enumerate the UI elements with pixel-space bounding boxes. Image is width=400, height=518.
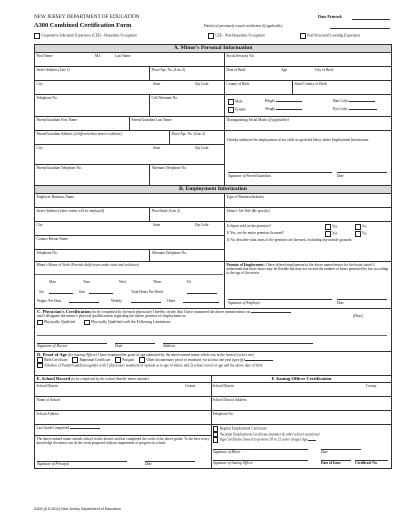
principal-date-label: Date	[145, 462, 152, 466]
proof-other-specify-field[interactable]	[245, 360, 273, 361]
licensed-question: If Yes, are the entire premises licensed?	[227, 231, 284, 235]
previous-certificates-field[interactable]	[330, 28, 390, 29]
pg-city-label: City	[36, 146, 43, 150]
employer-label: Employer Business Name	[36, 195, 74, 199]
checkbox[interactable]	[208, 33, 214, 39]
employer-date-label: Date	[337, 301, 344, 305]
mi-label: M.I.	[95, 54, 102, 58]
pg-tel-label: Parent/Guardian Telephone No.	[36, 166, 82, 170]
pg-first-name-field[interactable]	[35, 117, 130, 131]
dob-label: Date of Birth	[226, 68, 246, 72]
last-name-label: Last Name	[115, 54, 131, 58]
section-f-title: F. Issuing Officer Certification	[271, 376, 332, 381]
doctor-signature-label: Signature of Doctor	[37, 344, 68, 348]
line1-note: (Line 1)	[58, 68, 70, 72]
job-title-label: Minor's Job Title	[226, 209, 251, 213]
section-e-note: (to be completed by the school that the minor attends)	[71, 377, 149, 381]
section-e	[35, 376, 212, 468]
day-sat: Sat	[39, 290, 44, 294]
wage-hour-field[interactable]	[69, 299, 99, 303]
city-label: City	[36, 82, 43, 86]
marks-label: Distinguishing Facial Marks	[226, 118, 268, 122]
proof-affidavit[interactable]: Affidavit of Parent/Guardian together with 1 physician's statement of opinion as to age of minor, and 2) school record of age and the above date of birth	[37, 363, 389, 369]
wage-other-field[interactable]	[183, 299, 219, 303]
minor-city-state-zip[interactable]	[35, 81, 225, 95]
previous-certificates-label: Date(s) of previously issued certificates (if applicable)	[204, 24, 283, 28]
telephone-label: Telephone No.	[36, 96, 58, 100]
option-cee-non-hazardous[interactable]: CEE - Non-Hazardous Occupation	[208, 33, 265, 39]
section-c	[34, 308, 392, 352]
section-e-title: E. School Record	[36, 376, 71, 381]
section-c-text: I hereby certify that I have examined the above named minor on	[152, 310, 251, 314]
job-title-field[interactable]	[225, 208, 392, 222]
pg-last-name-field[interactable]	[130, 117, 225, 131]
school-district-field[interactable]	[35, 383, 211, 397]
doctor-address-label: Address	[163, 344, 176, 348]
total-hours-field[interactable]	[187, 290, 217, 294]
promise-title: Promise of Employment:	[226, 263, 265, 267]
licensed-areas-text: If No, describe what areas of the premises are licensed, excluding any outside grounds:	[227, 238, 353, 242]
day-tues: Tues	[83, 280, 90, 284]
zip-label: Zip Code	[195, 82, 209, 86]
liquor-no-option[interactable]: No	[355, 224, 367, 230]
employer-floor-field[interactable]	[150, 208, 225, 222]
proof-passport[interactable]: Passport	[115, 358, 134, 362]
be-specific-note: (Be specific)	[251, 209, 270, 213]
employer-line2-note: (Line 2)	[168, 209, 181, 213]
minor-date-label: Date	[321, 450, 328, 454]
eye-color-field[interactable]: Eye Color	[333, 107, 377, 111]
pg-city-state-zip[interactable]	[35, 145, 225, 165]
doctor-date-label: Date	[115, 344, 123, 348]
proof-other[interactable]: Other documentary proof or testimony for at least one year (specify)	[139, 358, 244, 362]
other-label: Other	[167, 299, 176, 303]
employer-street-label: Street Address	[36, 209, 58, 213]
employer-state-label: State	[153, 223, 161, 227]
physical-description	[225, 95, 392, 117]
liquor-yes-option[interactable]: Yes	[325, 224, 337, 230]
section-f	[211, 376, 392, 468]
pg-alt-telephone-field[interactable]	[150, 165, 225, 185]
wage-weekly-field[interactable]	[131, 299, 161, 303]
ssn-field[interactable]	[225, 53, 392, 67]
school-certification	[35, 436, 211, 468]
pg-floor-field[interactable]	[170, 131, 225, 145]
f-telephone-field[interactable]	[211, 411, 392, 425]
regular-certificate-option[interactable]: Regular Employment Certificate	[213, 426, 391, 432]
ssn-label: Social Security No.	[226, 54, 255, 58]
pg-signature-field[interactable]	[228, 167, 332, 173]
form-footer: A300 (8-5-2012) New Jersey Department of Education	[34, 507, 121, 511]
school-address-label: School Address	[36, 412, 59, 416]
school-name-label: Name of School	[36, 398, 60, 402]
employer-alt-telephone-field[interactable]	[150, 250, 225, 262]
agency-name: NEW JERSEY DEPARTMENT OF EDUCATION	[34, 14, 140, 20]
hours-note: (Provide daily hours under start and end times)	[70, 263, 140, 267]
school-name-field[interactable]	[35, 397, 211, 411]
height-field[interactable]: Height	[265, 99, 302, 103]
weekly-label: Weekly	[111, 299, 122, 303]
f-county-label: County	[366, 384, 377, 388]
pg-line2-note: (Line 2)	[193, 132, 206, 136]
employer-date-field[interactable]	[337, 296, 387, 300]
age-certificate-option[interactable]: Age Certificate (issued to persons 18 to 21 years of age) Age	[213, 437, 391, 443]
minor-floor-field[interactable]	[150, 67, 225, 81]
section-d-select: (select one)	[237, 353, 255, 357]
day-wed: Wed	[119, 280, 126, 284]
a300-form	[34, 14, 392, 469]
pg-signature-date-field[interactable]	[337, 167, 387, 173]
day-mon: Mon	[49, 280, 56, 284]
birth-info-field[interactable]	[225, 67, 392, 81]
contact-label: Contact Person Name	[36, 237, 68, 241]
pg-date-label: Date	[337, 174, 344, 178]
pg-zip-label: Zip Code	[195, 146, 209, 150]
female-option[interactable]: Female	[228, 107, 246, 113]
county-birth-field[interactable]	[225, 81, 293, 95]
employer-telephone-field[interactable]	[35, 250, 150, 262]
total-hours-label: Total Hours Per Week:	[131, 290, 164, 294]
f-district-field[interactable]	[211, 383, 392, 397]
employer-city-label: City	[36, 223, 43, 227]
exam-date-field[interactable]	[251, 312, 291, 313]
limitations-field[interactable]	[37, 329, 387, 336]
licensed-yes-option[interactable]: Yes	[325, 231, 337, 237]
employer-zip-label: Zip Code	[195, 223, 209, 227]
section-a-title: A. Minor's Personal Information	[34, 44, 392, 53]
issue-date-label: Date of Issue	[321, 461, 341, 465]
f-district-address-field[interactable]	[211, 397, 392, 411]
section-f-header	[211, 376, 392, 383]
weekday-hours-line[interactable]	[35, 274, 223, 275]
pg-street-note: (if different than minor's address)	[73, 132, 122, 136]
employer-signature-field[interactable]	[228, 296, 332, 300]
pg-floor-label: Floor/Apt. No.	[171, 132, 193, 136]
certificate-type	[211, 425, 392, 468]
county-birth-label: County of Birth	[226, 82, 250, 86]
employer-floor-label: Floor/Suite	[151, 209, 168, 213]
industry-label: Type of Business/Industry	[226, 195, 265, 199]
state-country-birth-label: State/Country of Birth	[294, 82, 327, 86]
day-sun: Sun	[79, 290, 85, 294]
proof-baptismal-certificate[interactable]: Baptismal Certificate	[72, 358, 110, 362]
promise-text: I have offered employment to the above named minor for the hours stated. I understand that these hours may be flexible but may not exceed the number of hours permitted by law according to the age of the minor.	[226, 263, 389, 276]
section-a-grid	[34, 53, 392, 185]
employer-alt-tel-label: Alternate Telephone No.	[151, 251, 187, 255]
employer-tel-label: Telephone No.	[36, 251, 58, 255]
section-b-grid	[34, 194, 392, 308]
employer-street-field[interactable]	[35, 208, 150, 222]
section-e-header	[35, 376, 211, 383]
certificate-number-label: Certificate No.	[355, 461, 378, 465]
weight-field[interactable]: Weight	[265, 107, 302, 111]
marks-note: (if applicable)	[268, 118, 289, 122]
checkbox[interactable]	[228, 107, 234, 113]
hours-label: Minor's Hours of Work	[36, 263, 70, 267]
principal-signature-label: Signature of Principal	[37, 462, 70, 466]
f-district-label: School District	[212, 384, 235, 388]
section-d-title: D. Proof of Age	[37, 352, 68, 357]
day-fri: Fri	[187, 280, 192, 284]
section-d-text: I have examined the proof of age submitted by the above named minor which was in the form of	[97, 353, 237, 357]
vacation-certificate-option[interactable]: Vacation Employment Certificate (summer & other school vacations)	[213, 432, 391, 438]
minor-name-field[interactable]	[35, 53, 225, 67]
employer-city-state-zip[interactable]	[35, 222, 225, 236]
physically-qualified-option[interactable]: Physically Qualified	[37, 320, 75, 324]
f-telephone-label: Telephone No.	[212, 412, 234, 416]
minor-street-field[interactable]	[35, 67, 150, 81]
section-d	[34, 352, 392, 376]
day-thurs: Thurs	[153, 280, 162, 284]
form-header	[34, 14, 392, 44]
employer-street-note: (where minor will be employed)	[58, 209, 105, 213]
checkbox[interactable]	[34, 33, 40, 39]
school-address-field[interactable]	[35, 411, 211, 425]
minor-signature-label: Signature of Minor	[213, 450, 241, 454]
liquor-premises	[225, 222, 392, 262]
last-grade-label: Last Grade Completed	[36, 426, 70, 430]
hair-color-field[interactable]: Hair Color	[333, 99, 375, 103]
hours-of-work	[35, 262, 225, 308]
cell-label: Cell/Alternate No.	[151, 96, 179, 100]
pg-first-label: Parent/Guardian First Name	[36, 118, 78, 122]
minor-cell-field[interactable]	[150, 95, 225, 117]
sun-hours-field[interactable]	[89, 290, 113, 294]
facial-marks-field[interactable]	[225, 117, 392, 131]
street-label: Street Address	[36, 68, 58, 72]
employer-name-field[interactable]	[35, 194, 225, 208]
checkbox[interactable]	[228, 99, 234, 105]
authorization-text: I hereby authorize the employment of my child as specified below under Employment Information.	[226, 138, 370, 142]
form-title: A300 Combined Certification Form	[34, 22, 132, 29]
e-district-label: School District	[36, 384, 59, 388]
proof-birth-certificate[interactable]: Birth Certificate	[37, 358, 68, 362]
first-name-label: First Name	[36, 54, 53, 58]
sat-hours-field[interactable]	[49, 290, 73, 294]
section-b-title: B. Employment Information	[34, 185, 392, 194]
pg-last-label: Parent/Guardian Last Name	[131, 118, 172, 122]
section-c-title: C. Physician's Certification	[37, 309, 91, 314]
liquor-question: Is liquor sold on the premises?	[227, 224, 272, 228]
last-grade-field[interactable]	[35, 425, 211, 436]
officer-signature-label: Signature of Issuing Officer	[213, 461, 253, 465]
pg-street-field[interactable]	[35, 131, 170, 145]
principal-date-field[interactable]	[145, 458, 195, 462]
employer-signature-label: Signature of Employer	[228, 301, 261, 305]
option-cee-hazardous[interactable]: Cooperative Education Experience (CEE) - Hazardous Occupation	[34, 33, 137, 39]
pg-signature-label: Signature of Parent/Guardian	[228, 174, 271, 178]
pg-state-label: State	[153, 146, 161, 150]
section-c-text2: and I designate the minor's physical qualifications regarding the above promise of employment as:	[37, 314, 187, 319]
licensed-no-option[interactable]: No	[355, 231, 367, 237]
state-country-birth-field[interactable]	[293, 81, 392, 95]
section-d-note: (for Issuing Officer)	[67, 353, 97, 357]
promise-of-employment	[225, 262, 392, 308]
date-printed-label: Date Printed:	[318, 14, 343, 19]
male-option[interactable]: Male	[228, 99, 242, 105]
sections-e-f	[34, 376, 392, 469]
f-district-address-label: School District Address	[212, 398, 247, 402]
checkbox[interactable]	[300, 33, 306, 39]
line2-note: (Line 2)	[173, 68, 186, 72]
pg-alt-label: Alternate Telephone No.	[151, 166, 187, 170]
pg-authorization	[225, 131, 392, 185]
minor-telephone-field[interactable]	[35, 95, 150, 117]
contact-person-field[interactable]	[35, 236, 225, 250]
school-certification-text: The above named minor attends school in this district and has completed the work of the above grade. To the best of my knowledge the minor can do the work proposed without impairment of progress in school.	[36, 437, 210, 446]
wages-label: Wages: Per Hour	[37, 299, 62, 303]
floor-label: Floor/Apt. No.	[151, 68, 173, 72]
city-birth-label: City of Birth	[315, 68, 334, 72]
option-paid-sle[interactable]: Paid Structured Learning Experience	[300, 33, 360, 39]
doctor-address-field[interactable]	[163, 340, 313, 344]
pg-telephone-field[interactable]	[35, 165, 150, 185]
date-printed-field[interactable]	[352, 19, 390, 20]
pg-street-label: Parent/Guardian Address	[36, 132, 73, 136]
state-label: State	[153, 82, 161, 86]
qualified-with-limitations-option[interactable]: Physically Qualified with the Following Limitations	[84, 320, 171, 324]
e-county-label: County	[185, 384, 196, 388]
exam-date-label: (Date)	[353, 314, 363, 319]
section-c-note: (to be completed by licensed physician)	[91, 310, 152, 314]
age-label: Age	[281, 68, 287, 72]
industry-field[interactable]	[225, 194, 392, 208]
